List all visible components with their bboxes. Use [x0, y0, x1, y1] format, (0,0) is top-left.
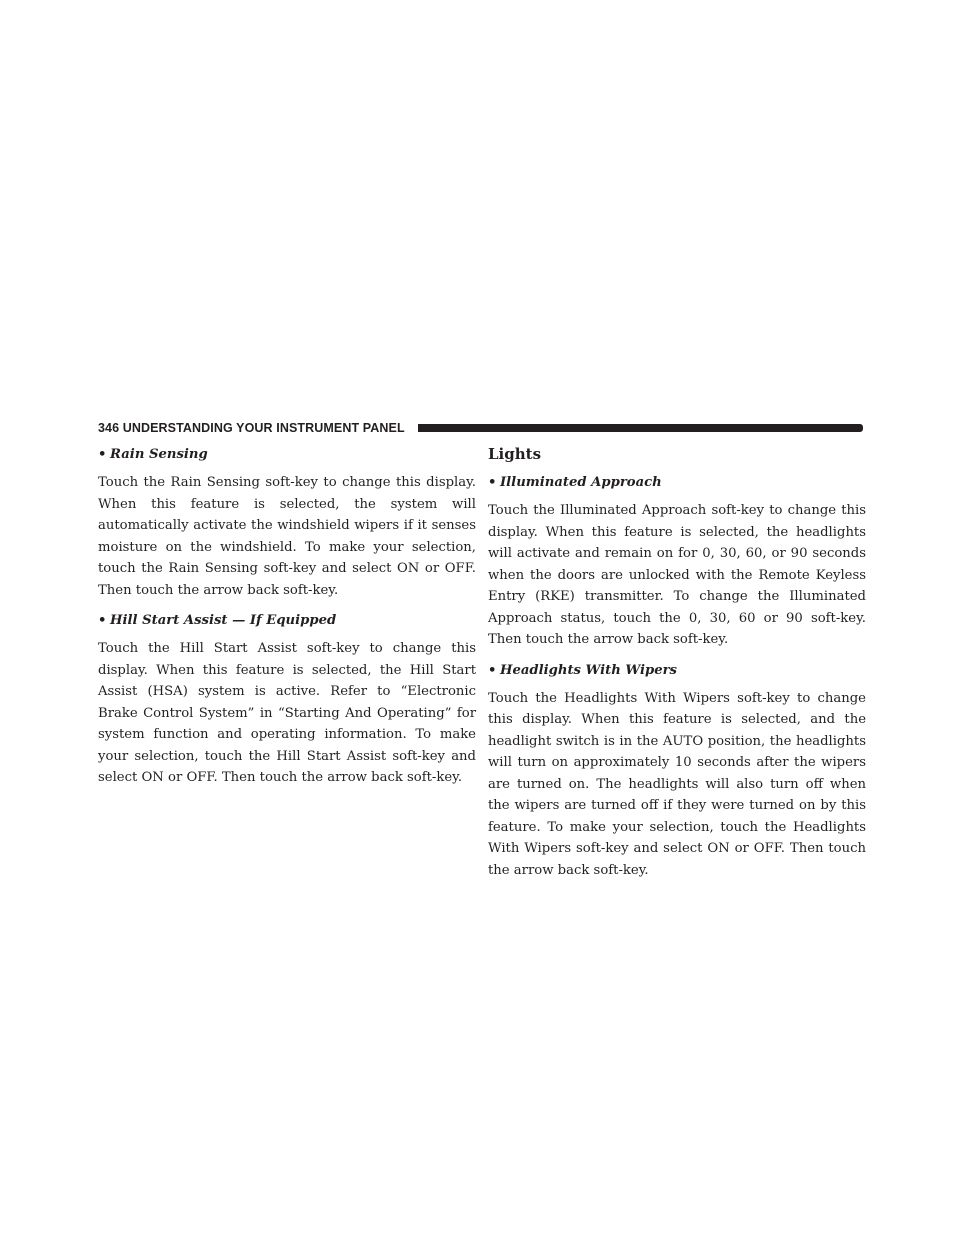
bullet-heading-text: Headlights With Wipers [500, 662, 677, 678]
right-column [488, 444, 866, 890]
bullet-heading-text: Hill Start Assist — If Equipped [110, 613, 337, 628]
bullet-heading-text: Illuminated Approach [500, 475, 662, 490]
page-header [0, 420, 960, 436]
bullet-icon: • [98, 447, 107, 462]
bullet-heading-hill-start-assist [98, 610, 476, 632]
page-label: 346 UNDERSTANDING YOUR INSTRUMENT PANEL [98, 421, 405, 435]
bullet-icon: • [488, 662, 497, 678]
paragraph-hill-start-assist: Touch the Hill Start Assist soft-key to change this display. When this feature is selected, the Hill Start Assist (HSA) system is active. Refer to “Electronic Brake Control System” in “Starting And Operating” for system function and operating information. To make your selection, touch the Hill Start Assist soft-key and select ON or OFF. Then touch the arrow back soft-key. [98, 641, 476, 785]
bullet-heading-rain-sensing [98, 444, 476, 466]
paragraph-rain-sensing: Touch the Rain Sensing soft-key to change this display. When this feature is selected, the system will automatically activate the windshield wipers if it senses moisture on the windshield. To make your selection, touch the Rain Sensing soft-key and select ON or OFF. Then touch the arrow back soft-key. [98, 475, 476, 598]
left-column [98, 444, 476, 798]
paragraph-headlights-with-wipers: Touch the Headlights With Wipers soft-key to change this display. When this feature is selected, and the headlight switch is in the AUTO position, the headlights will turn on approximately 10 seconds after the wipers are turned on. The headlights will also turn off when the wipers are turned off if they were turned on by this feature. To make your selection, touch the Headlights With Wipers soft-key and select ON or OFF. Then touch the arrow back soft-key. [488, 690, 866, 878]
bullet-icon: • [488, 475, 497, 490]
bullet-heading-headlights-with-wipers [488, 660, 866, 682]
bullet-heading-illuminated-approach [488, 472, 866, 494]
bullet-heading-text: Rain Sensing [110, 447, 208, 462]
bullet-icon: • [98, 613, 107, 628]
header-rule [418, 424, 863, 432]
paragraph-illuminated-approach: Touch the Illuminated Approach soft-key to change this display. When this feature is selected, the headlights will activate and remain on for 0, 30, 60, or 90 seconds when the doors are unlocked with the Remote Keyless Entry (RKE) transmitter. To change the Illuminated Approach status, touch the 0, 30, 60 or 90 soft-key. Then touch the arrow back soft-key. [488, 503, 866, 647]
section-title-lights: Lights [488, 445, 542, 463]
